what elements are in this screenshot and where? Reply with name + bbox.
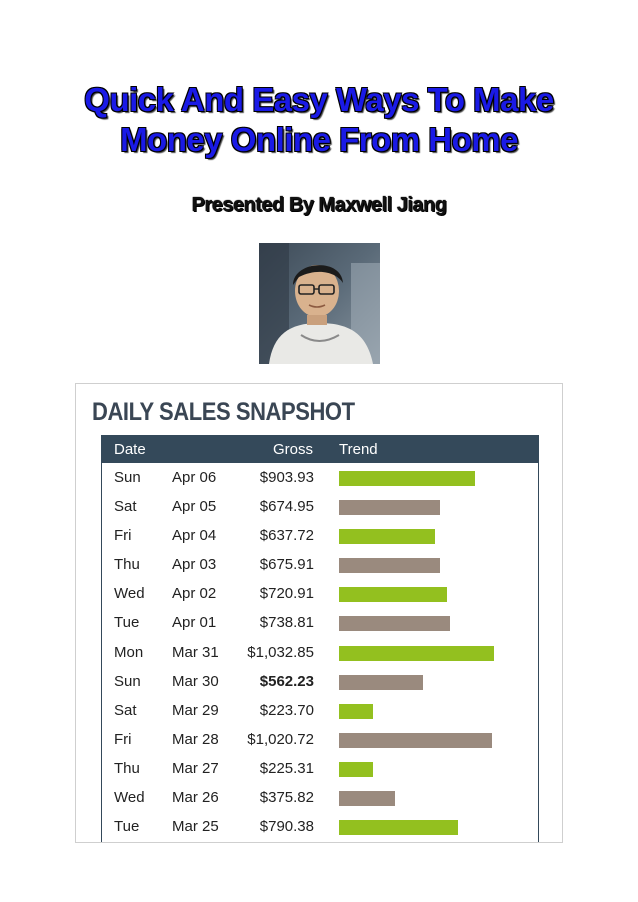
row-gross: $674.95: [259, 498, 314, 516]
row-gross: $223.70: [259, 701, 314, 719]
row-date: Apr 06: [172, 469, 217, 486]
row-gross: $738.81: [259, 614, 314, 632]
row-date: Mar 28: [172, 730, 219, 748]
presenter-photo: [259, 243, 380, 364]
row-date: Mar 30: [172, 672, 219, 690]
row-date: Apr 01: [172, 614, 217, 632]
document-title: [0, 80, 638, 160]
table-row: [102, 579, 538, 608]
row-day: Mon: [114, 643, 144, 661]
row-day: Fri: [114, 730, 132, 748]
row-gross: $903.93: [259, 469, 314, 486]
row-date: Apr 02: [172, 585, 217, 603]
header-gross: Gross: [273, 441, 314, 458]
row-date: Apr 03: [172, 556, 217, 574]
header-date: Date: [114, 441, 146, 458]
row-gross: $790.38: [259, 818, 314, 836]
row-day: Sun: [114, 469, 141, 486]
row-gross: $375.82: [259, 789, 314, 807]
table-row: [102, 608, 538, 637]
row-day: Thu: [114, 556, 140, 574]
row-gross: $675.91: [259, 556, 314, 574]
row-gross: $720.91: [259, 585, 314, 603]
table-row: [102, 550, 538, 579]
row-day: Fri: [114, 527, 132, 545]
table-row: [102, 463, 538, 492]
table-row: [102, 492, 538, 521]
trend-bar: [339, 558, 440, 573]
table-row: [102, 754, 538, 783]
header-trend: Trend: [339, 441, 378, 458]
row-gross: $1,020.72: [247, 730, 314, 748]
trend-bar: [339, 471, 475, 486]
row-day: Sun: [114, 672, 141, 690]
row-date: Mar 29: [172, 701, 219, 719]
table-row: [102, 638, 538, 667]
row-gross: $637.72: [259, 527, 314, 545]
row-gross: $1,032.85: [247, 643, 314, 661]
table-row: [102, 783, 538, 812]
trend-bar: [339, 791, 395, 806]
trend-bar: [339, 820, 458, 835]
row-gross: $562.23: [259, 672, 314, 690]
table-header: [102, 435, 538, 463]
table-row: [102, 521, 538, 550]
title-line-1: Quick And Easy Ways To Make: [84, 81, 554, 118]
row-date: Apr 05: [172, 498, 217, 516]
sales-table: [101, 435, 539, 843]
title-line-2: Money Online From Home: [120, 121, 518, 158]
presenter-line: Presented By Maxwell Jiang: [191, 194, 447, 216]
portrait-image: [259, 243, 380, 364]
row-date: Mar 26: [172, 789, 219, 807]
table-body: [102, 463, 538, 841]
trend-bar: [339, 500, 440, 515]
row-day: Tue: [114, 818, 140, 836]
row-day: Wed: [114, 789, 145, 807]
table-row: [102, 812, 538, 841]
row-gross: $225.31: [259, 759, 314, 777]
row-day: Sat: [114, 701, 137, 719]
table-row: [102, 725, 538, 754]
trend-bar: [339, 704, 373, 719]
row-day: Thu: [114, 759, 140, 777]
row-date: Apr 04: [172, 527, 217, 545]
trend-bar: [339, 587, 447, 602]
row-date: Mar 25: [172, 818, 219, 836]
trend-bar: [339, 646, 494, 661]
trend-bar: [339, 616, 450, 631]
snapshot-heading: DAILY SALES SNAPSHOT: [92, 398, 355, 426]
row-day: Tue: [114, 614, 140, 632]
table-row: [102, 667, 538, 696]
trend-bar: [339, 529, 435, 544]
row-date: Mar 27: [172, 759, 219, 777]
trend-bar: [339, 675, 423, 690]
trend-bar: [339, 762, 373, 777]
row-day: Wed: [114, 585, 145, 603]
trend-bar: [339, 733, 492, 748]
row-day: Sat: [114, 498, 137, 516]
row-date: Mar 31: [172, 643, 219, 661]
sales-snapshot-image: [75, 383, 563, 843]
table-row: [102, 696, 538, 725]
